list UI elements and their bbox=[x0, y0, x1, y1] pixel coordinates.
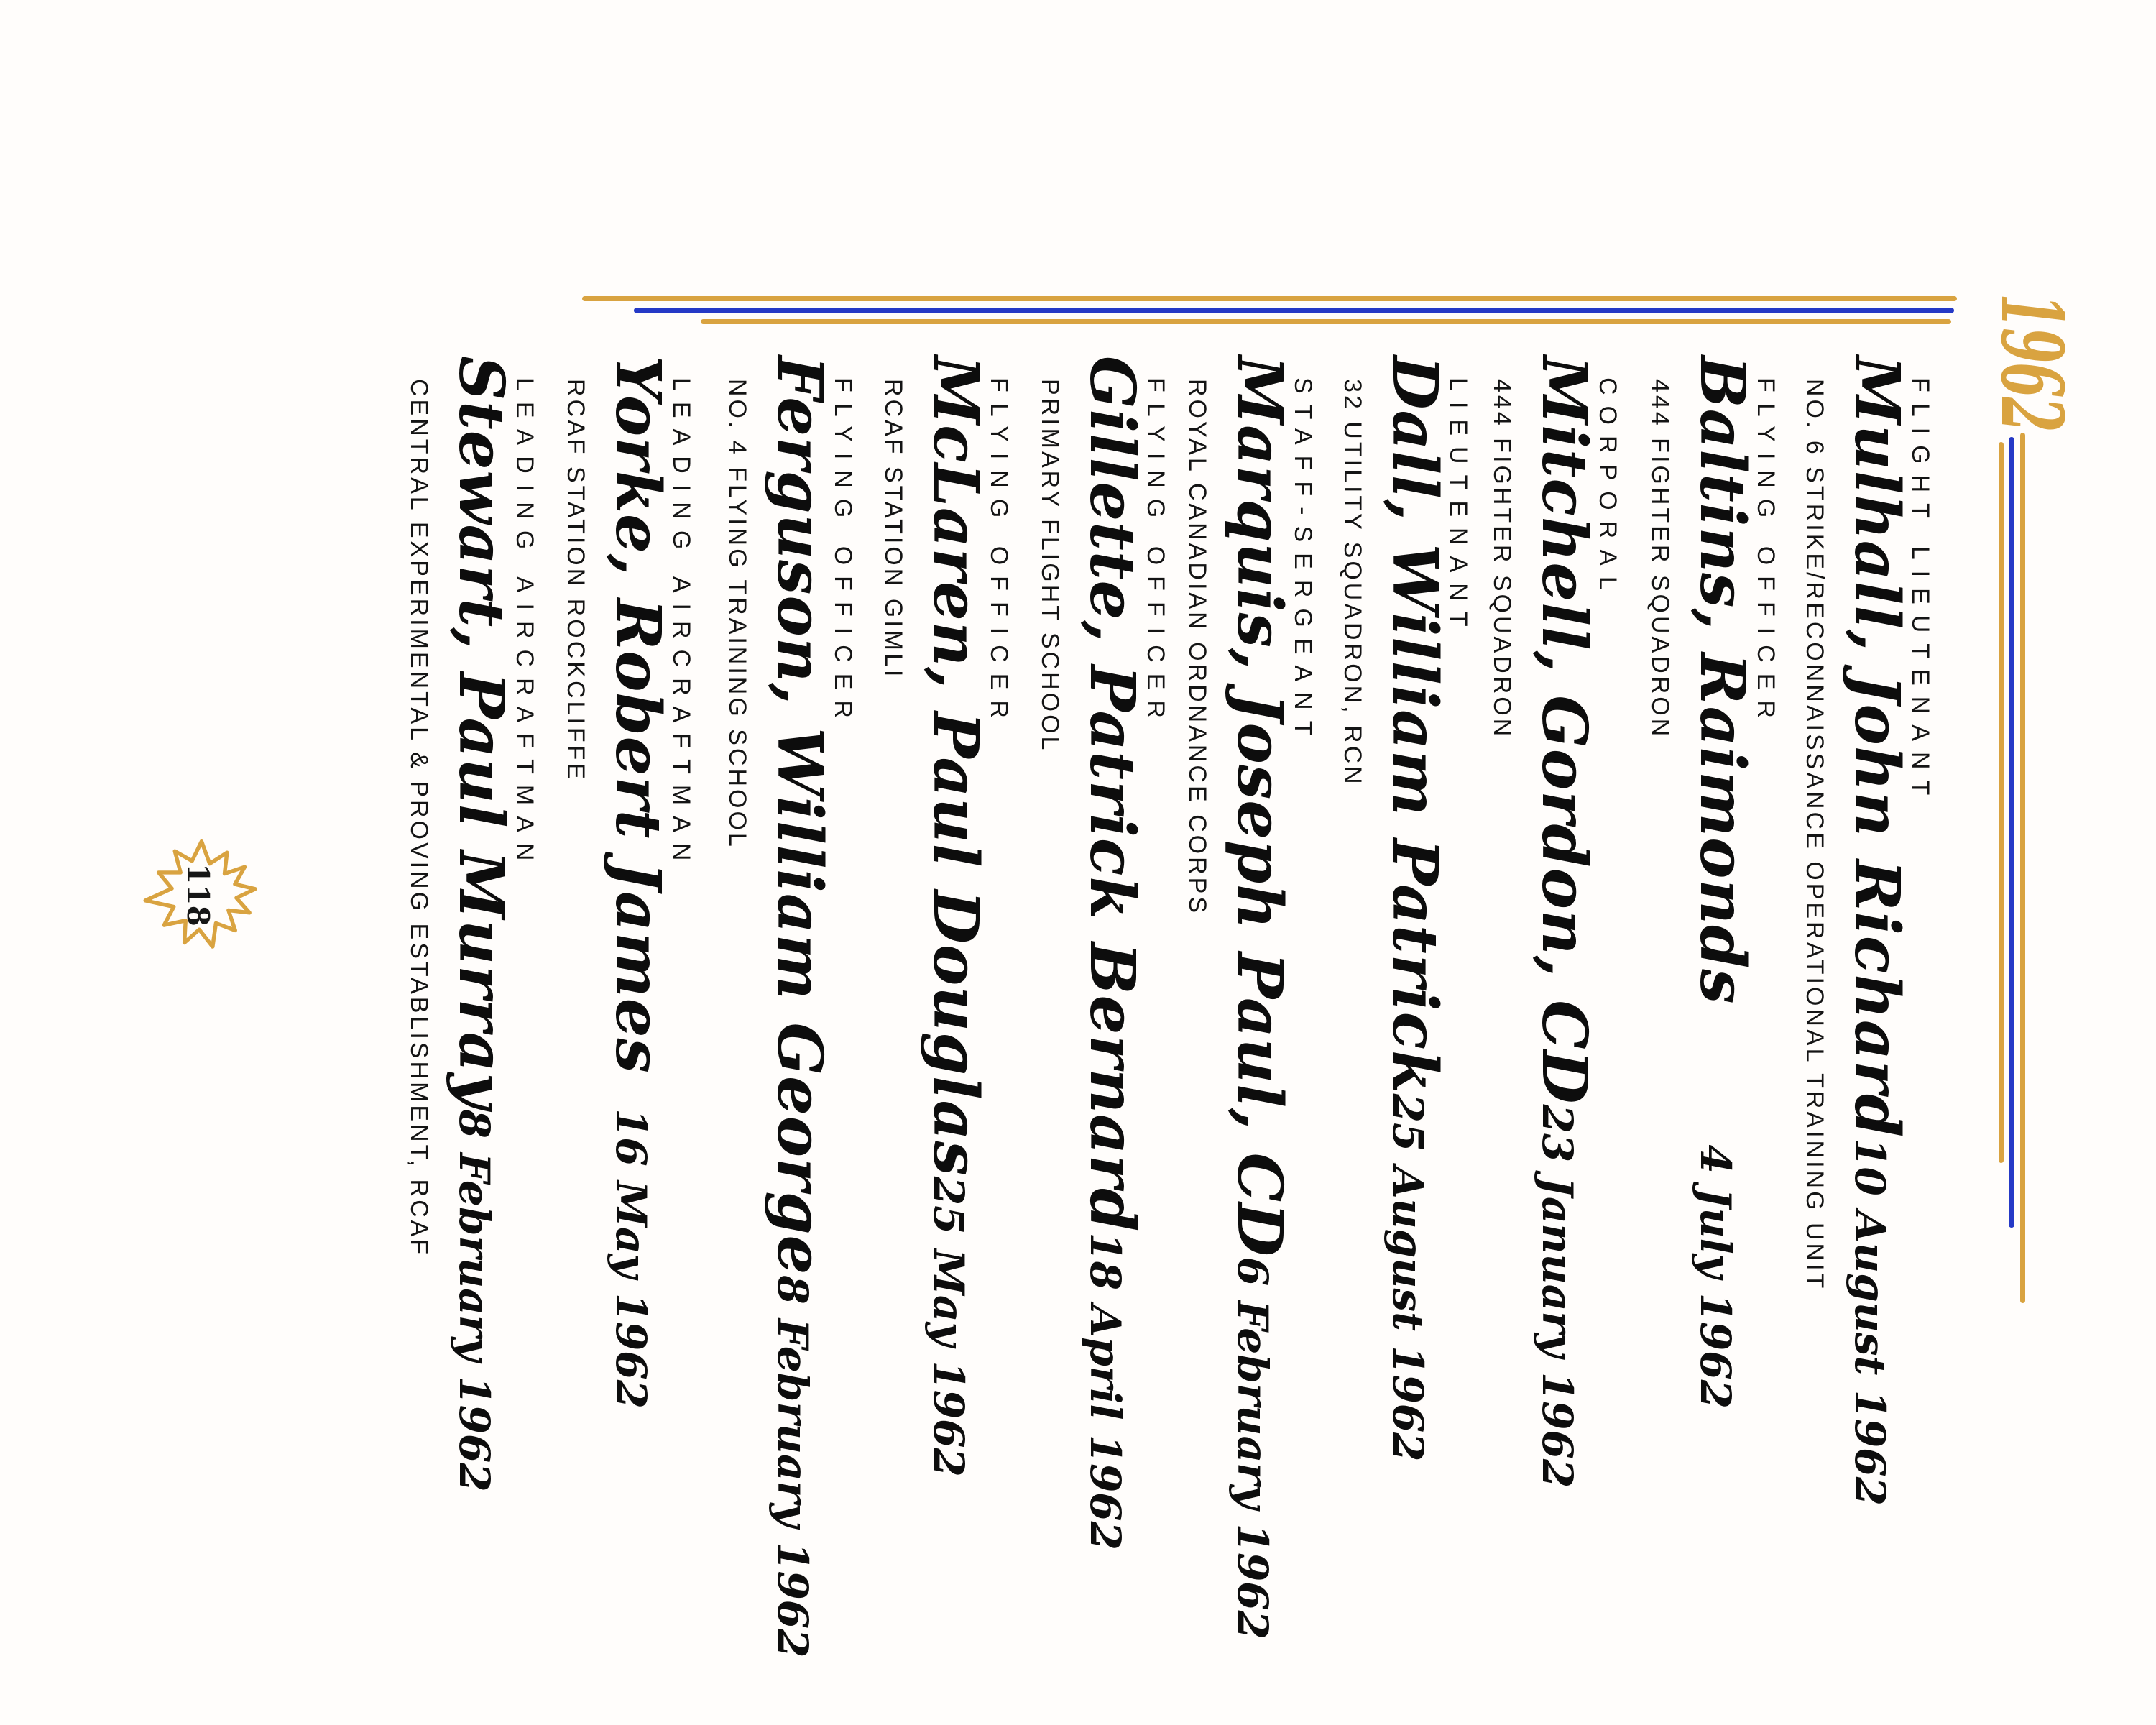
entry-row bbox=[1647, 356, 1779, 1409]
margin-rule-blue bbox=[634, 308, 1954, 313]
margin-rule-gold-outer bbox=[582, 296, 1957, 301]
heading-rule-blue bbox=[2009, 437, 2014, 1228]
margin-rule-gold-inner bbox=[701, 319, 1951, 324]
entry-date: 16 May 1962 bbox=[607, 1108, 655, 1409]
entry-unit: RCAF STATION GIMLI bbox=[880, 379, 907, 680]
entry-name-row bbox=[1685, 356, 1759, 1409]
entry-date: 8 February 1962 bbox=[768, 1275, 817, 1658]
entry-unit: 32 UTILITY SQUADRON, RCN bbox=[1339, 379, 1366, 787]
entry-name-row bbox=[1526, 356, 1600, 1489]
year-heading-text: 1962 bbox=[1982, 293, 2082, 432]
entry-rank: LEADING AIRCRAFTMAN bbox=[511, 377, 538, 872]
entry-unit: PRIMARY FLIGHT SCHOOL bbox=[1036, 379, 1064, 753]
entry-date: 6 February 1962 bbox=[1228, 1256, 1277, 1640]
entry-row bbox=[405, 356, 538, 1492]
entry-name: Ferguson, William George bbox=[763, 356, 836, 1276]
page-number-block bbox=[138, 837, 260, 952]
entry-name: Yorke, Robert James bbox=[602, 356, 674, 1074]
entry-unit: CENTRAL EXPERIMENTAL & PROVING ESTABLISHMENT, RCAF bbox=[405, 379, 433, 1258]
entry-name-row bbox=[1222, 356, 1296, 1640]
entry-rank: FLIGHT LIEUTENANT bbox=[1907, 377, 1934, 806]
entry-name-row bbox=[443, 356, 517, 1492]
entry-name: Mitchell, Gordon, CD bbox=[1528, 356, 1600, 1105]
entry-unit: ROYAL CANADIAN ORDNANCE CORPS bbox=[1184, 379, 1211, 916]
entry-name: Baltins, Raimonds bbox=[1686, 356, 1759, 1005]
entry-rank: FLYING OFFICER bbox=[1142, 377, 1169, 729]
entry-unit: 444 FIGHTER SQUADRON bbox=[1488, 379, 1516, 740]
entry-row bbox=[880, 356, 1013, 1477]
entry-date: 4 July 1962 bbox=[1691, 1144, 1740, 1409]
entry-rank: FLYING OFFICER bbox=[985, 377, 1013, 729]
entry-rank: FLYING OFFICER bbox=[1752, 377, 1779, 729]
entry-date: 8 February 1962 bbox=[450, 1109, 499, 1492]
entry-name-row bbox=[1377, 356, 1451, 1462]
entry-name: Stewart, Paul Murray bbox=[445, 356, 517, 1110]
entry-name: McLaren, Paul Douglas bbox=[919, 356, 992, 1177]
entry-row bbox=[1184, 356, 1317, 1640]
entry-date: 25 May 1962 bbox=[924, 1176, 973, 1477]
entry-rank: CORPORAL bbox=[1594, 377, 1621, 601]
entry-name-row bbox=[1839, 356, 1913, 1506]
entry-name: Mulhall, John Richard bbox=[1841, 356, 1913, 1138]
entry-name: Gillette, Patrick Bernard bbox=[1076, 356, 1148, 1233]
entry-row bbox=[1488, 356, 1621, 1489]
entry-name-row bbox=[918, 356, 992, 1477]
entry-name: Dall, William Patrick bbox=[1378, 356, 1451, 1094]
entry-rank: LIEUTENANT bbox=[1445, 377, 1472, 638]
entry-name: Marquis, Joseph Paul, CD bbox=[1223, 356, 1296, 1257]
heading-rule-gold-bottom bbox=[1999, 442, 2004, 1163]
heading-rule-gold-top bbox=[2020, 433, 2025, 1303]
page-number: 118 bbox=[180, 863, 216, 926]
entry-date: 25 August 1962 bbox=[1383, 1093, 1432, 1462]
entry-date: 18 April 1962 bbox=[1081, 1232, 1130, 1551]
entry-row bbox=[1801, 356, 1934, 1506]
entry-name-row bbox=[762, 356, 836, 1658]
entry-unit: 444 FIGHTER SQUADRON bbox=[1646, 379, 1674, 740]
entry-unit: RCAF STATION ROCKCLIFFE bbox=[562, 379, 589, 783]
entry-row bbox=[724, 356, 857, 1658]
entry-date: 10 August 1962 bbox=[1846, 1138, 1894, 1506]
entry-unit: NO. 4 FLYING TRAINING SCHOOL bbox=[724, 379, 751, 850]
entry-rank: LEADING AIRCRAFTMAN bbox=[668, 377, 695, 872]
entry-rank: FLYING OFFICER bbox=[829, 377, 857, 729]
entry-rank: STAFF-SERGEANT bbox=[1289, 377, 1317, 747]
entry-name-row bbox=[1074, 356, 1148, 1551]
entry-row bbox=[1339, 356, 1472, 1462]
entry-date: 23 January 1962 bbox=[1533, 1104, 1582, 1489]
entry-row bbox=[1036, 356, 1169, 1551]
entry-row bbox=[563, 356, 694, 1409]
year-heading bbox=[1982, 293, 2082, 523]
entry-name-row bbox=[600, 356, 674, 1409]
entry-unit: NO. 6 STRIKE/RECONNAISSANCE OPERATIONAL TRAINING UNIT bbox=[1801, 379, 1828, 1292]
